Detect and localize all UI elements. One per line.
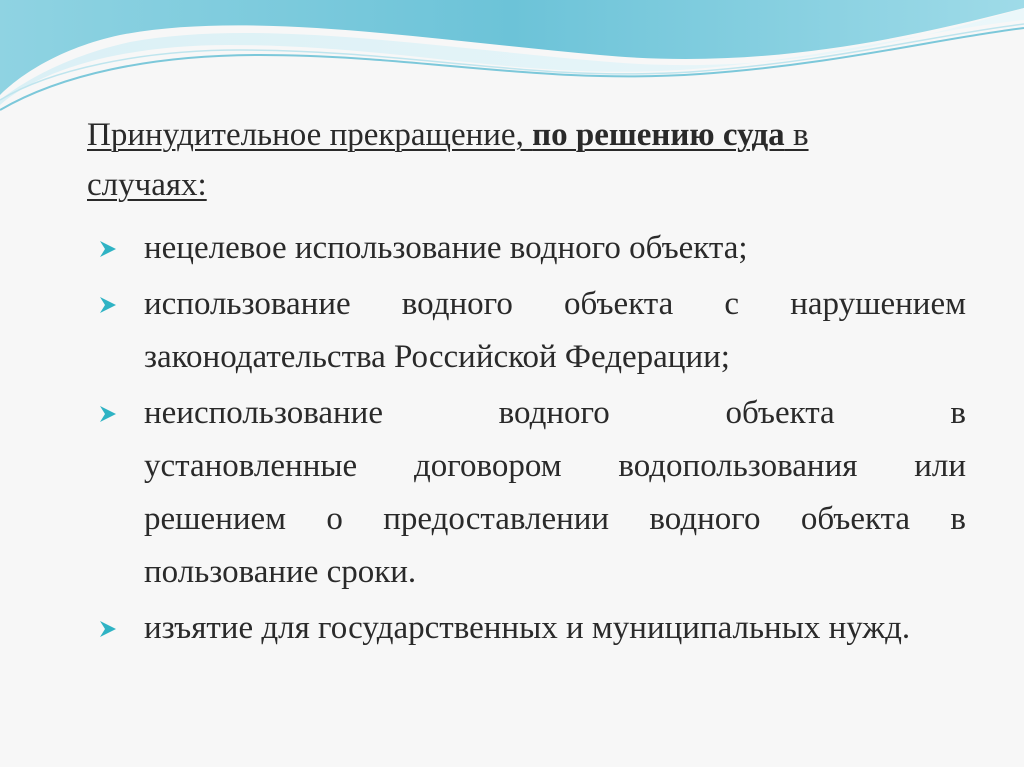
list-item-text: изъятие для государственных и муниципальных нужд. [144,610,911,646]
arrow-bullet-icon [98,404,118,424]
list-item [96,387,966,599]
list-item [96,222,966,275]
list-item [96,278,966,384]
heading-bold-text: по решению суда [532,117,785,153]
wave-decoration [0,0,1024,120]
heading [87,110,907,210]
arrow-bullet-icon [98,619,118,639]
list-item-text: установленные договором водопользования или решением о предоставлении водного объекта в пользование сроки. [144,448,966,590]
arrow-bullet-icon [98,295,118,315]
heading-text: Принудительное прекращение, [87,117,533,153]
list-item-text: неиспользование водного объекта в [144,395,966,431]
list-item-text: использование водного объекта с нарушением законодательства Российской Федерации; [144,286,966,375]
list-item [96,602,966,655]
heading-tail-text: в случаях: [87,117,809,203]
list-item-text: нецелевое использование водного объекта; [144,230,748,266]
arrow-bullet-icon [98,239,118,259]
case-list [96,222,966,658]
